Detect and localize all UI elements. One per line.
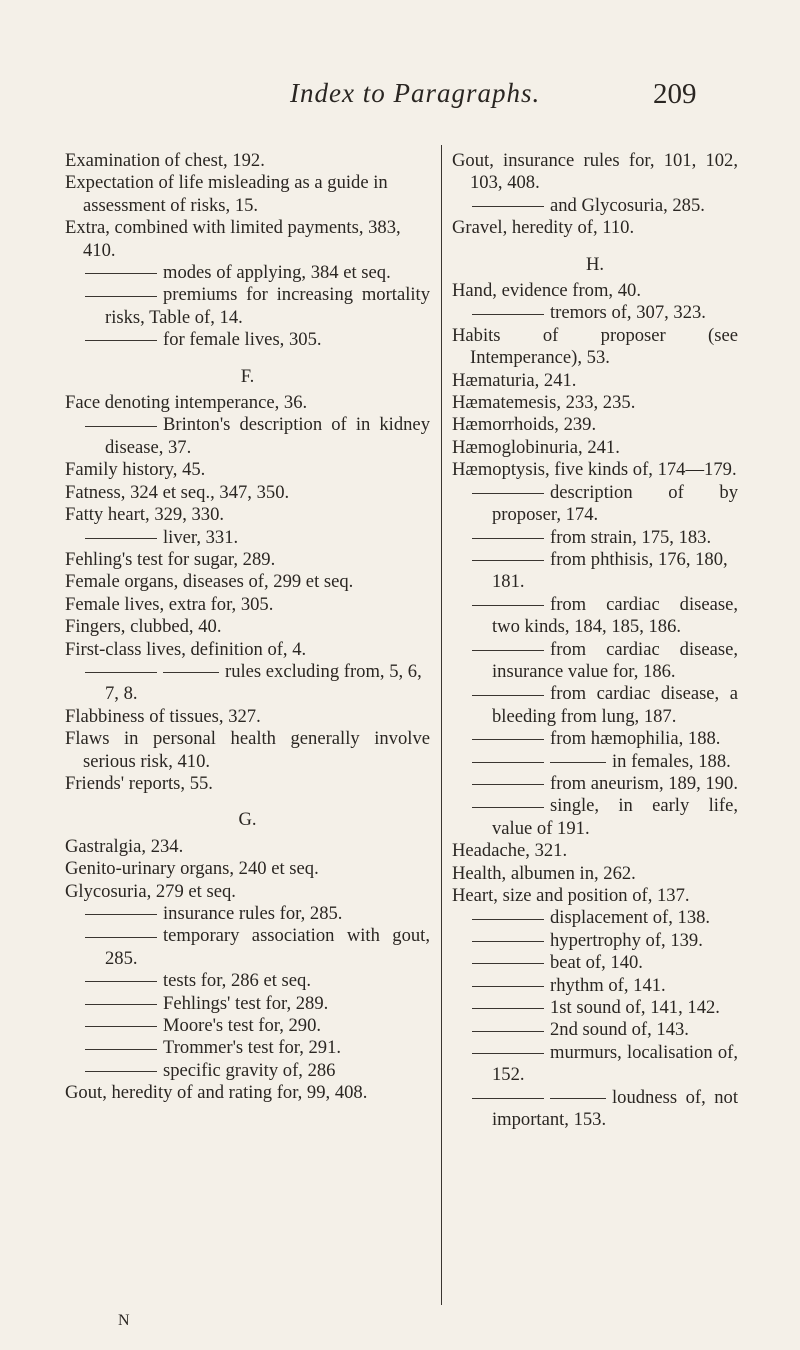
index-subentry [65,1060,430,1082]
index-entry: Female lives, extra for, 305. [65,593,274,615]
ditto-rule [472,538,544,539]
ditto-rule [472,1098,544,1099]
ditto-rule [85,937,157,938]
ditto-rule [472,650,544,651]
subentry-text: tremors of, 307, 323. [550,302,706,324]
index-entry: Fehling's test for sugar, 289. [65,548,276,570]
ditto-rule [85,426,157,427]
signature-mark: N [118,1312,130,1329]
index-subentry [65,527,430,549]
column-divider [441,145,442,1305]
subentry-text: insurance rules for, 285. [163,903,343,924]
ditto-rule [472,784,544,785]
ditto-rule [85,914,157,915]
index-entry: Fatness, 324 et seq., 347, 350. [65,481,290,503]
index-entry: Flabbiness of tissues, 327. [65,705,261,727]
index-subentry [452,751,738,773]
subentry-text: displacement of, 138. [550,907,711,929]
index-subentry [452,195,738,217]
index-entry: Gout, heredity of and rating for, 99, 408. [65,1082,368,1104]
subentry-text: Brinton's description of in kidney disease, 37. [105,414,430,458]
index-entry: Gout, insurance rules for, 101, 102, 103, 408. [452,150,738,194]
page-number: 209 [653,78,697,110]
index-subentry [452,907,738,929]
index-subentry [65,1015,430,1037]
ditto-rule [550,1098,606,1099]
index-subentry [452,975,738,997]
index-entry: First-class lives, definition of, 4. [65,638,307,660]
index-entry: Gravel, heredity of, 110. [452,217,635,239]
index-entry: Face denoting intemperance, 36. [65,392,308,414]
subentry-text: murmurs, localisation of, 152. [492,1041,738,1086]
subentry-text: loudness of, not important, 153. [492,1086,738,1131]
index-subentry [65,925,430,970]
ditto-rule [550,762,606,763]
section-letter: H. [585,253,605,275]
ditto-rule [472,560,544,561]
index-subentry [452,594,738,639]
subentry-text: tests for, 286 et seq. [163,970,311,992]
subentry-text: 1st sound of, 141, 142. [550,997,720,1019]
index-subentry [452,930,738,952]
index-subentry [452,997,738,1019]
index-subentry [65,970,430,992]
ditto-rule [472,986,544,987]
index-entry: Fatty heart, 329, 330. [65,504,225,526]
index-subentry [452,1019,738,1041]
ditto-rule [472,1053,544,1054]
subentry-text: from aneurism, 189, 190. [550,772,738,794]
index-column-right [452,150,738,1131]
index-entry: Examination of chest, 192. [65,150,265,171]
subentry-text: liver, 331. [163,526,239,548]
subentry-text: Trommer's test for, 291. [163,1037,342,1059]
subentry-text: from hæmophilia, 188. [550,728,721,750]
subentry-text: from cardiac disease, two kinds, 184, 185, 186. [492,593,738,638]
index-subentry [452,952,738,974]
index-subentry [452,302,738,324]
index-subentry [452,1087,738,1132]
index-entry: Headache, 321. [452,840,568,862]
subentry-text: specific gravity of, 286 [163,1059,336,1081]
index-entry: Glycosuria, 279 et seq. [65,880,236,902]
subentry-text: single, in early life, value of 191. [492,795,738,839]
ditto-rule [472,1031,544,1032]
ditto-rule [472,206,544,207]
ditto-rule [85,340,157,341]
index-entry: Extra, combined with limited payments, 383, 410. [65,217,401,261]
index-entry: Family history, 45. [65,459,206,481]
index-subentry [452,728,738,750]
index-entry: Hæmoglobinuria, 241. [452,436,620,458]
index-entry: Hæmoptysis, five kinds of, 174—179. [452,459,737,481]
subentry-text: beat of, 140. [550,952,643,974]
ditto-rule [472,941,544,942]
index-entry: Habits of proposer (see Intemperance), 53. [452,324,738,369]
ditto-rule [85,1004,157,1005]
subentry-text: from phthisis, 176, 180, 181. [492,548,728,593]
index-entry: Hæmorrhoids, 239. [452,414,597,436]
index-entry: Gastralgia, 234. [65,835,184,857]
subentry-text: from cardiac disease, a bleeding from lung, 187. [492,683,738,727]
ditto-rule [85,296,157,297]
index-entry: Female organs, diseases of, 299 et seq. [65,571,354,593]
index-subentry [452,773,738,795]
running-title: Index to Paragraphs. [290,78,541,108]
ditto-rule [472,1008,544,1009]
subentry-text: 2nd sound of, 143. [550,1019,689,1041]
index-subentry [65,1037,430,1059]
index-subentry [452,1042,738,1087]
ditto-rule [472,739,544,740]
index-subentry [65,414,430,459]
section-letter: G. [238,809,257,831]
ditto-rule [472,762,544,763]
ditto-rule [472,314,544,315]
subentry-text: for female lives, 305. [163,329,322,351]
subentry-text: premiums for increasing mortality risks, Table of, 14. [105,284,430,328]
index-subentry [65,284,430,329]
index-subentry [452,527,738,549]
index-entry: Expectation of life misleading as a guide in assessment of risks, 15. [65,172,388,216]
index-entry: Health, albumen in, 262. [452,862,636,884]
subentry-text: hypertrophy of, 139. [550,929,703,951]
index-entry: Hæmatemesis, 233, 235. [452,392,636,414]
subentry-text: and Glycosuria, 285. [550,194,705,216]
index-entry: Heart, size and position of, 137. [452,885,690,906]
index-subentry [65,262,430,284]
ditto-rule [163,672,219,673]
index-subentry [65,993,430,1015]
index-subentry [65,661,430,706]
ditto-rule [85,672,157,673]
ditto-rule [472,695,544,696]
subentry-text: from cardiac disease, insurance value for, 186. [492,638,738,682]
ditto-rule [472,807,544,808]
subentry-text: in females, 188. [612,750,731,772]
ditto-rule [85,1071,157,1072]
ditto-rule [85,1026,157,1027]
ditto-rule [472,493,544,494]
subentry-text: Moore's test for, 290. [163,1015,322,1037]
ditto-rule [85,538,157,539]
index-entry: Hæmaturia, 241. [452,369,577,391]
subentry-text: modes of applying, 384 et seq. [163,262,391,284]
subentry-text: rules excluding from, 5, 6, 7, 8. [105,660,422,705]
index-subentry [65,329,430,351]
ditto-rule [472,919,544,920]
subentry-text: from strain, 175, 183. [550,526,712,548]
index-column-left [65,150,430,1105]
index-entry: Hand, evidence from, 40. [452,280,641,302]
ditto-rule [85,981,157,982]
index-subentry [452,482,738,527]
index-subentry [452,795,738,840]
index-subentry [452,639,738,684]
ditto-rule [472,963,544,964]
index-entry: Fingers, clubbed, 40. [65,616,222,638]
index-subentry [65,903,430,925]
subentry-text: Fehlings' test for, 289. [163,992,329,1014]
index-subentry [452,549,738,594]
index-entry: Flaws in personal health generally involve serious risk, 410. [65,728,430,772]
index-entry: Friends' reports, 55. [65,772,213,794]
page-header [0,78,800,118]
subentry-text: description of by proposer, 174. [492,481,738,526]
subentry-text: rhythm of, 141. [550,974,666,996]
subentry-text: temporary association with gout, 285. [105,925,430,969]
index-entry: Genito-urinary organs, 240 et seq. [65,858,319,880]
ditto-rule [85,1049,157,1050]
section-letter: F. [240,365,255,387]
index-subentry [452,683,738,728]
ditto-rule [85,273,157,274]
ditto-rule [472,605,544,606]
